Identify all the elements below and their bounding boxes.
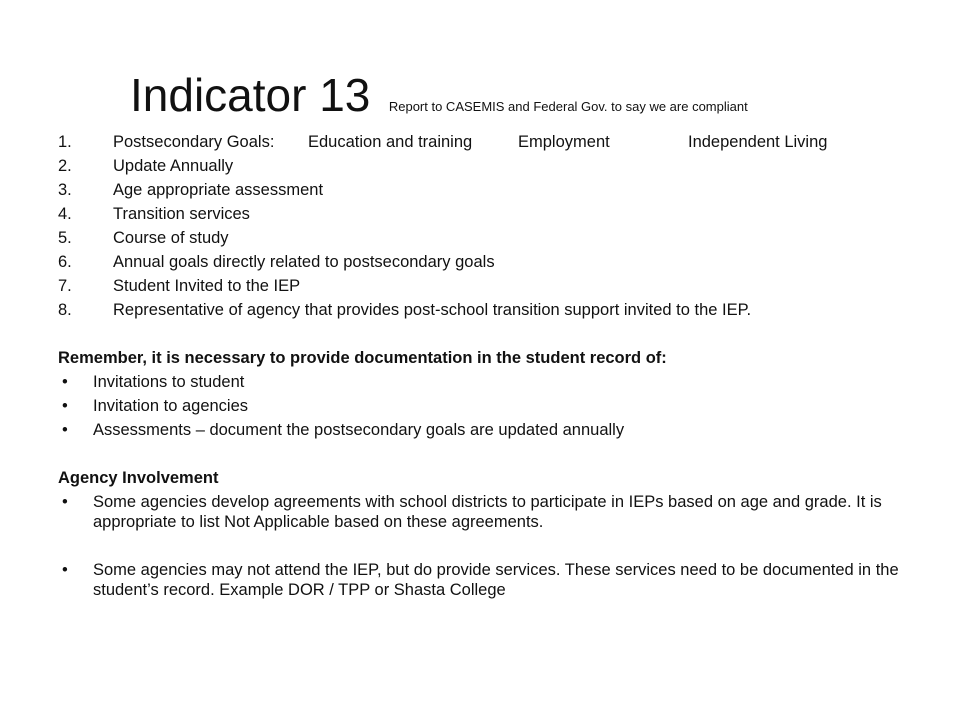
list-text: Transition services (113, 205, 250, 223)
list-item (58, 298, 938, 322)
bullet-icon: • (62, 493, 68, 511)
bullet-text: Invitations to student (93, 373, 245, 391)
bullet-item (58, 490, 938, 534)
list-number: 8. (58, 301, 72, 319)
spacer (58, 534, 938, 558)
spacer (58, 442, 938, 466)
list-text: Student Invited to the IEP (113, 277, 301, 295)
goal-employment: Employment (518, 133, 610, 151)
bullet-text: Invitation to agencies (93, 397, 249, 415)
list-text: Annual goals directly related to postsecondary goals (113, 253, 495, 271)
list-item (58, 130, 938, 154)
list-number: 1. (58, 133, 72, 151)
list-text: Representative of agency that provides post-school transition support invited to the IEP. (113, 301, 752, 319)
bullet-icon: • (62, 373, 68, 391)
list-number: 3. (58, 181, 72, 199)
bullet-text: Some agencies develop agreements with school districts to participate in IEPs based on age and grade. It is appropriate to list Not Applicable based on these agreements. (93, 493, 882, 531)
bullet-item (58, 370, 938, 394)
bullet-text: Assessments – document the postsecondary goals are updated annually (93, 421, 625, 439)
bullet-icon: • (62, 421, 68, 439)
list-item (58, 226, 938, 250)
list-number: 4. (58, 205, 72, 223)
list-item (58, 178, 938, 202)
goal-independent-living: Independent Living (688, 133, 828, 151)
slide-body (58, 130, 938, 602)
list-item (58, 250, 938, 274)
list-text: Age appropriate assessment (113, 181, 324, 199)
slide-title: Indicator 13 (130, 69, 371, 121)
list-item (58, 154, 938, 178)
postsecondary-goals (113, 130, 827, 154)
list-item (58, 274, 938, 298)
numbered-list (58, 130, 938, 322)
slide-subtitle: Report to CASEMIS and Federal Gov. to say we are compliant (388, 99, 748, 114)
bullet-item (58, 558, 938, 602)
bullet-text: Some agencies may not attend the IEP, but do provide services. These services need to be documented in the student’s record. Example DOR / TPP or Shasta College (93, 561, 899, 599)
list-number: 2. (58, 157, 72, 175)
title-row (130, 68, 748, 122)
bullet-icon: • (62, 561, 68, 579)
bullet-item (58, 418, 938, 442)
list-text: Update Annually (113, 157, 234, 175)
list-text: Course of study (113, 229, 229, 247)
bullet-item (58, 394, 938, 418)
bullet-icon: • (62, 397, 68, 415)
spacer (58, 322, 938, 346)
list-item (58, 202, 938, 226)
list-number: 6. (58, 253, 72, 271)
goal-education: Education and training (308, 133, 473, 151)
list-text: Postsecondary Goals: (113, 133, 275, 151)
list-number: 5. (58, 229, 72, 247)
agency-heading: Agency Involvement (58, 469, 219, 487)
remember-heading: Remember, it is necessary to provide documentation in the student record of: (58, 349, 667, 367)
list-number: 7. (58, 277, 72, 295)
